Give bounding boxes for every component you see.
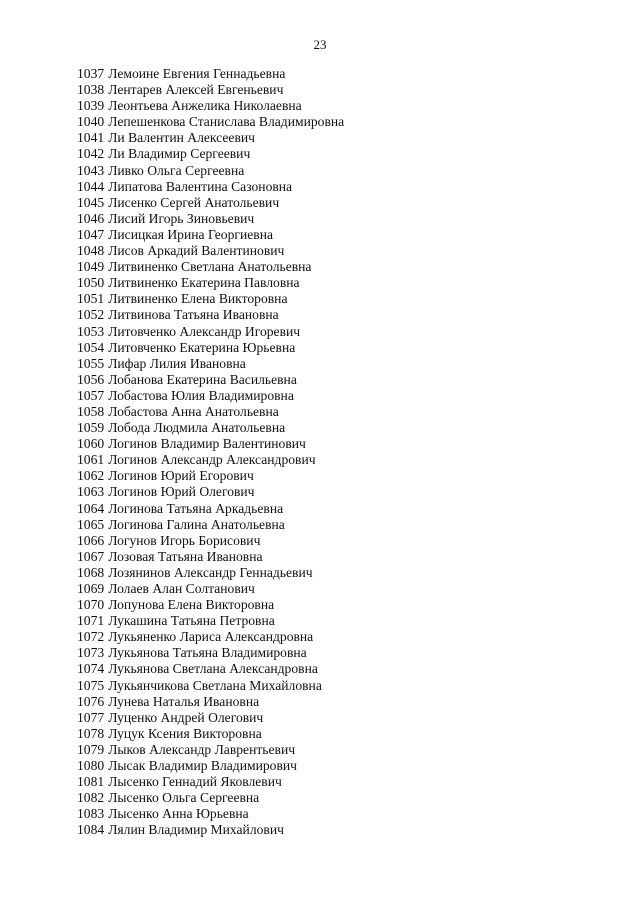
entry-number: 1057 <box>77 387 105 403</box>
entry-number: 1071 <box>77 613 105 629</box>
list-item <box>77 307 344 323</box>
list-item <box>77 806 344 822</box>
list-item <box>77 678 344 694</box>
entry-name: Лисий Игорь Зиновьевич <box>108 210 255 226</box>
entry-name: Лепешенкова Станислава Владимировна <box>108 114 345 130</box>
entry-number: 1062 <box>77 468 105 484</box>
entry-number: 1072 <box>77 629 105 645</box>
entry-number: 1038 <box>77 82 105 98</box>
entry-name: Лисицкая Ирина Георгиевна <box>108 226 274 242</box>
entry-number: 1061 <box>77 452 105 468</box>
entry-number: 1070 <box>77 597 105 613</box>
list-item <box>77 468 344 484</box>
list-item <box>77 581 344 597</box>
entry-name: Лобода Людмила Анатольевна <box>108 420 286 436</box>
entry-number: 1055 <box>77 355 105 371</box>
entry-name: Лисов Аркадий Валентинович <box>108 243 285 259</box>
entry-number: 1046 <box>77 210 105 226</box>
entry-name: Лунева Наталья Ивановна <box>108 693 260 709</box>
entry-name: Литвиненко Елена Викторовна <box>108 291 288 307</box>
list-item <box>77 146 344 162</box>
list-item <box>77 549 344 565</box>
entry-name: Логунов Игорь Борисович <box>108 532 261 548</box>
list-item <box>77 661 344 677</box>
entry-number: 1041 <box>77 130 105 146</box>
entry-name: Литвинова Татьяна Ивановна <box>108 307 279 323</box>
list-item <box>77 66 344 82</box>
entry-number: 1080 <box>77 758 105 774</box>
list-item <box>77 324 344 340</box>
entry-name: Ли Владимир Сергеевич <box>108 146 251 162</box>
entry-name: Лукьянова Светлана Александровна <box>108 661 318 677</box>
list-item <box>77 501 344 517</box>
entry-name: Лысенко Ольга Сергеевна <box>108 790 260 806</box>
list-item <box>77 726 344 742</box>
entry-name: Литвиненко Светлана Анатольевна <box>108 259 312 275</box>
entry-name: Ли Валентин Алексеевич <box>108 130 255 146</box>
entry-number: 1059 <box>77 420 105 436</box>
entry-name: Лобанова Екатерина Васильевна <box>108 371 297 387</box>
entry-name: Логинова Татьяна Аркадьевна <box>108 500 284 516</box>
list-item <box>77 629 344 645</box>
entry-name: Литвиненко Екатерина Павловна <box>108 275 300 291</box>
list-item <box>77 420 344 436</box>
entry-name: Логинов Юрий Егорович <box>108 468 254 484</box>
list-item <box>77 179 344 195</box>
entry-number: 1079 <box>77 741 105 757</box>
entry-name: Лысенко Анна Юрьевна <box>108 806 249 822</box>
entry-number: 1037 <box>77 66 105 81</box>
entry-number: 1081 <box>77 774 105 790</box>
entry-number: 1047 <box>77 226 105 242</box>
list-item <box>77 259 344 275</box>
entry-number: 1077 <box>77 709 105 725</box>
entry-number: 1084 <box>77 822 105 838</box>
entry-number: 1056 <box>77 371 105 387</box>
entry-name: Лобастова Юлия Владимировна <box>108 387 294 403</box>
entry-name: Лолаев Алан Солтанович <box>108 581 255 596</box>
entry-name: Луценко Андрей Олегович <box>108 709 264 725</box>
list-item <box>77 356 344 372</box>
entry-name: Лукашина Татьяна Петровна <box>108 613 275 629</box>
entry-name: Лентарев Алексей Евгеньевич <box>108 82 284 98</box>
list-item <box>77 227 344 243</box>
list-item <box>77 758 344 774</box>
entry-number: 1042 <box>77 146 105 162</box>
entry-name: Логинов Александр Александрович <box>108 452 316 468</box>
entry-name: Логинова Галина Анатольевна <box>108 516 285 532</box>
list-item <box>77 822 344 838</box>
list-item <box>77 484 344 500</box>
entry-number: 1045 <box>77 194 105 210</box>
entry-number: 1068 <box>77 564 105 580</box>
list-item <box>77 436 344 452</box>
list-item <box>77 82 344 98</box>
entry-number: 1073 <box>77 645 105 661</box>
list-item <box>77 130 344 146</box>
entry-name: Лысенко Геннадий Яковлевич <box>108 774 282 790</box>
entry-name: Логинов Юрий Олегович <box>108 484 255 500</box>
entry-name: Лысак Владимир Владимирович <box>108 758 297 774</box>
entry-number: 1067 <box>77 548 105 564</box>
entry-name: Лозовая Татьяна Ивановна <box>108 548 263 564</box>
entry-number: 1050 <box>77 275 105 291</box>
list-item <box>77 565 344 581</box>
list-item <box>77 452 344 468</box>
entry-name: Леонтьева Анжелика Николаевна <box>108 98 302 114</box>
entry-number: 1060 <box>77 436 105 452</box>
entry-number: 1053 <box>77 323 105 339</box>
list-item <box>77 291 344 307</box>
entry-name: Лопунова Елена Викторовна <box>108 597 275 613</box>
list-item <box>77 774 344 790</box>
entry-number: 1039 <box>77 98 105 114</box>
entry-number: 1040 <box>77 114 105 130</box>
entry-name: Логинов Владимир Валентинович <box>108 436 306 452</box>
list-item <box>77 163 344 179</box>
entry-number: 1074 <box>77 661 105 677</box>
entry-name: Лобастова Анна Анатольевна <box>108 403 279 419</box>
list-item <box>77 613 344 629</box>
entry-number: 1058 <box>77 403 105 419</box>
list-item <box>77 790 344 806</box>
list-item <box>77 372 344 388</box>
entry-name: Лыков Александр Лаврентьевич <box>108 741 296 757</box>
entry-name: Лозянинов Александр Геннадьевич <box>108 564 313 580</box>
list-item <box>77 98 344 114</box>
entry-number: 1054 <box>77 339 105 355</box>
list-item <box>77 388 344 404</box>
entry-number: 1078 <box>77 725 105 741</box>
entry-name: Липатова Валентина Сазоновна <box>108 178 293 194</box>
entry-name: Литовченко Екатерина Юрьевна <box>108 339 296 355</box>
list-item <box>77 114 344 130</box>
entry-name: Ливко Ольга Сергеевна <box>108 162 245 178</box>
entry-name: Лялин Владимир Михайлович <box>108 822 284 838</box>
entry-number: 1069 <box>77 581 105 596</box>
list-item <box>77 275 344 291</box>
list-item <box>77 597 344 613</box>
entry-number: 1049 <box>77 259 105 275</box>
entry-name: Луцук Ксения Викторовна <box>108 725 262 741</box>
entry-name: Лукьянова Татьяна Владимировна <box>108 645 307 661</box>
list-item <box>77 211 344 227</box>
entry-number: 1051 <box>77 291 105 307</box>
list-item <box>77 340 344 356</box>
list-item <box>77 243 344 259</box>
entry-number: 1052 <box>77 307 105 323</box>
entry-name: Лемоине Евгения Геннадьевна <box>108 66 286 81</box>
entry-number: 1082 <box>77 790 105 806</box>
entry-name: Литовченко Александр Игоревич <box>108 323 301 339</box>
list-item <box>77 517 344 533</box>
list-item <box>77 742 344 758</box>
page-number: 23 <box>313 37 327 52</box>
entry-number: 1076 <box>77 693 105 709</box>
entry-number: 1048 <box>77 243 105 259</box>
entry-number: 1066 <box>77 532 105 548</box>
entry-number: 1043 <box>77 162 105 178</box>
entry-number: 1075 <box>77 677 105 693</box>
entry-number: 1063 <box>77 484 105 500</box>
list-item <box>77 710 344 726</box>
list-item <box>77 195 344 211</box>
entry-name: Лукьяненко Лариса Александровна <box>108 629 314 645</box>
list-item <box>77 533 344 549</box>
list-item <box>77 404 344 420</box>
entry-name: Лукьянчикова Светлана Михайловна <box>108 677 322 693</box>
name-list <box>77 66 344 839</box>
entry-number: 1065 <box>77 516 105 532</box>
entry-number: 1083 <box>77 806 105 822</box>
list-item <box>77 645 344 661</box>
entry-number: 1064 <box>77 500 105 516</box>
entry-number: 1044 <box>77 178 105 194</box>
list-item <box>77 694 344 710</box>
entry-name: Лисенко Сергей Анатольевич <box>108 194 280 210</box>
entry-name: Лифар Лилия Ивановна <box>108 355 246 371</box>
